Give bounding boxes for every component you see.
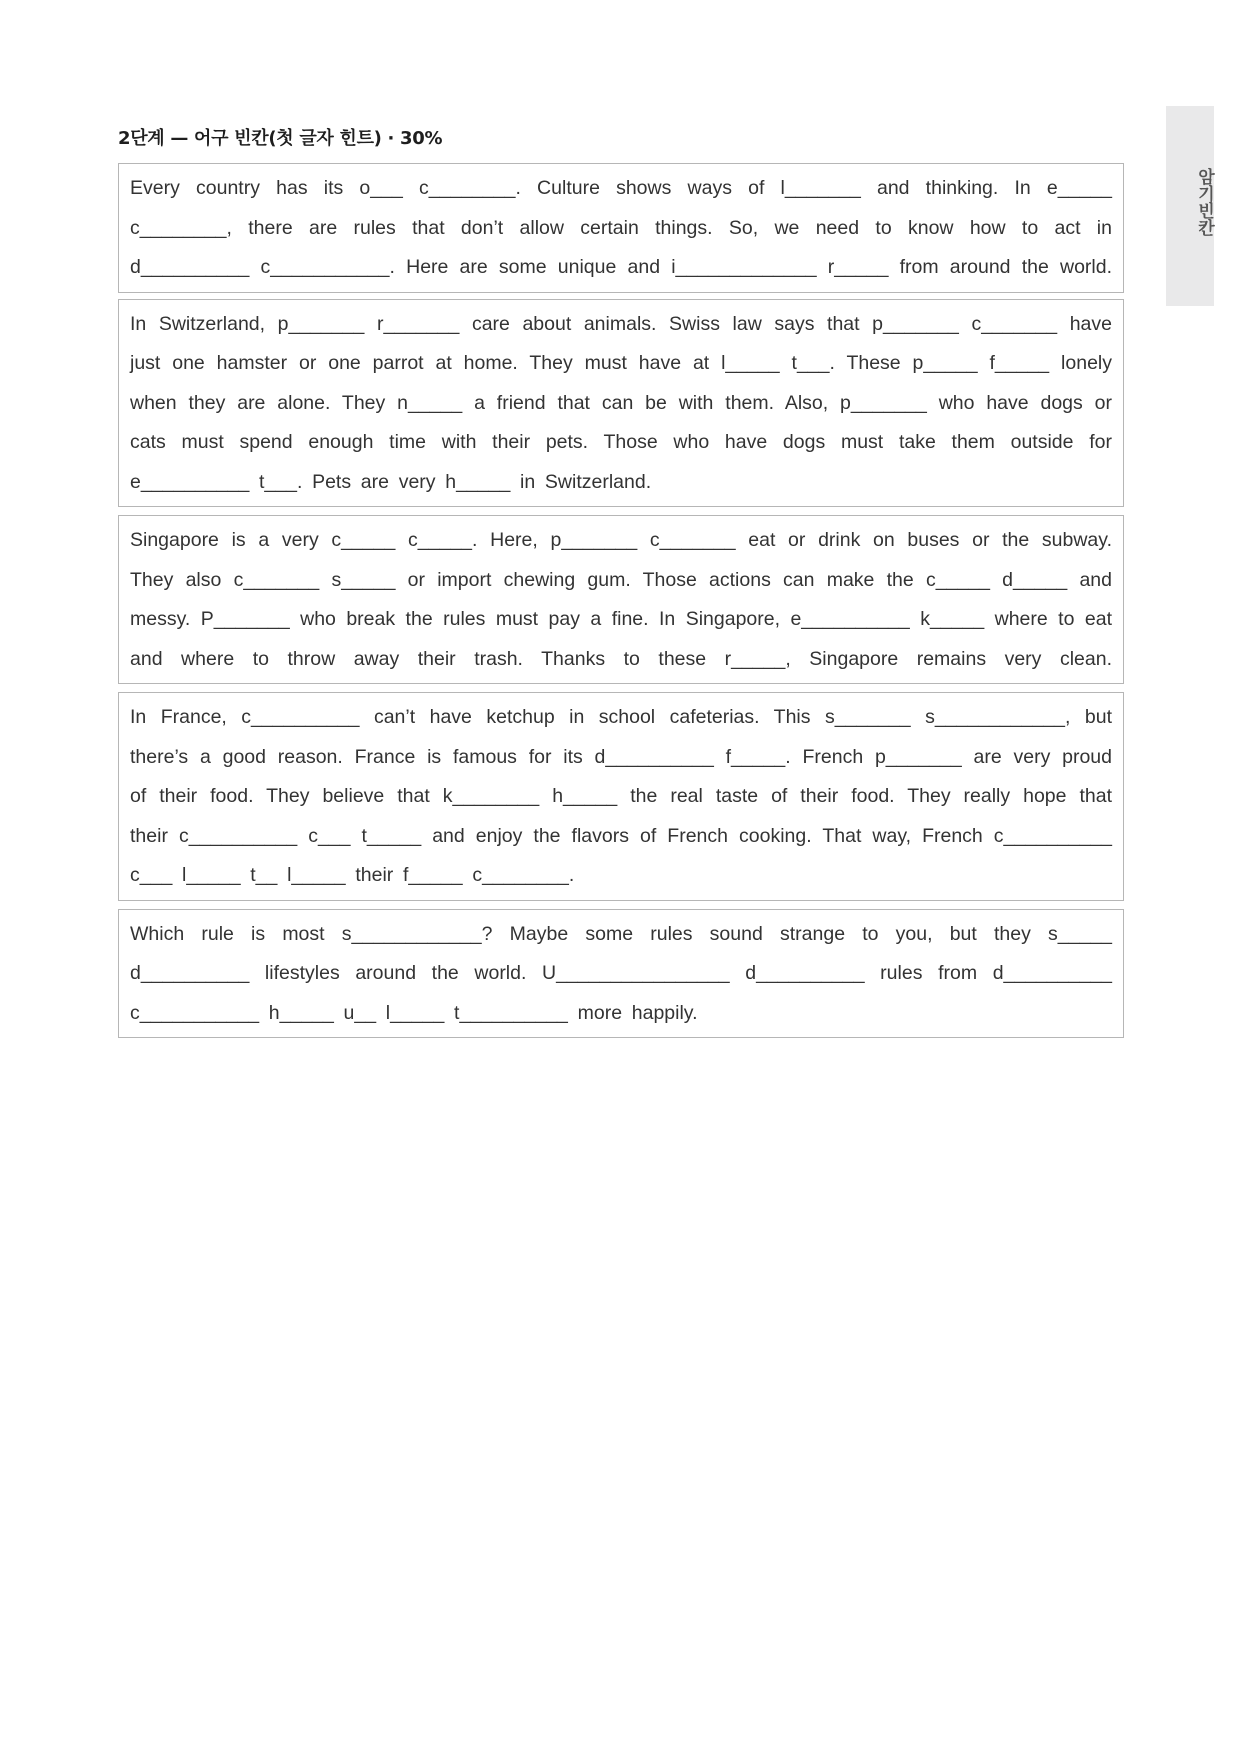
passage-line: In France, c__________ can’t have ketchup in school cafeterias. This s_______ s____________, but — [130, 706, 1112, 728]
passage-box-conclusion — [118, 909, 1124, 1039]
passage-line: d__________ c___________. Here are some unique and i_____________ r_____ from around the world. — [130, 256, 1112, 278]
passage-line: their c__________ c___ t_____ and enjoy the flavors of French cooking. That way, French c__________ — [130, 824, 1112, 847]
passage-line-text: c___________ h_____ u__ l_____ t__________ more happily. — [130, 1001, 698, 1024]
passage-box-singapore — [118, 515, 1124, 684]
passage-line: c________, there are rules that don’t allow certain things. So, we need to know how to act in — [130, 216, 1112, 239]
passage-line: just one hamster or one parrot at home. They must have at l_____ t___. These p_____ f_____ lonely — [130, 352, 1112, 374]
passage-line: messy. P_______ who break the rules must pay a fine. In Singapore, e__________ k_____ where to eat — [130, 608, 1112, 630]
side-tab-label: 암기빈칸 — [1194, 168, 1214, 236]
passage-box-switzerland — [118, 299, 1124, 508]
passage-line-text: e__________ t___. Pets are very h_____ in Switzerland. — [130, 470, 652, 493]
passages-container — [118, 163, 1124, 1038]
passage-line: and where to throw away their trash. Thanks to these r_____, Singapore remains very clean. — [130, 647, 1112, 670]
passage-line — [130, 994, 1112, 1034]
passage-line: Which rule is most s____________? Maybe some rules sound strange to you, but they s_____ — [130, 922, 1112, 945]
section-heading: 2단계 — 어구 빈칸(첫 글자 힌트) · 30% — [118, 128, 443, 149]
passage-line: They also c_______ s_____ or import chewing gum. Those actions can make the c_____ d_____ and — [130, 568, 1112, 591]
passage-line: Singapore is a very c_____ c_____. Here, p_______ c_______ eat or drink on buses or the subway. — [130, 529, 1112, 551]
passage-line: d__________ lifestyles around the world. U________________ d__________ rules from d__________ — [130, 962, 1112, 984]
passage-line-text: c___ l_____ t__ l_____ their f_____ c________. — [130, 864, 575, 886]
passage-line: In Switzerland, p_______ r_______ care about animals. Swiss law says that p_______ c_______ have — [130, 312, 1112, 335]
passage-line — [130, 856, 1112, 896]
passage-line: when they are alone. They n_____ a friend that can be with them. Also, p_______ who have dogs or — [130, 391, 1112, 414]
passage-line: there’s a good reason. France is famous for its d__________ f_____. French p_______ are very proud — [130, 745, 1112, 768]
passage-line — [130, 463, 1112, 503]
side-tab[interactable] — [1166, 106, 1214, 306]
passage-box-france — [118, 692, 1124, 901]
passage-line: of their food. They believe that k________ h_____ the real taste of their food. They really hope that — [130, 785, 1112, 807]
passage-line: cats must spend enough time with their pets. Those who have dogs must take them outside for — [130, 431, 1112, 453]
passage-box-intro — [118, 163, 1124, 293]
passage-line: Every country has its o___ c________. Culture shows ways of l_______ and thinking. In e_____ — [130, 177, 1112, 199]
